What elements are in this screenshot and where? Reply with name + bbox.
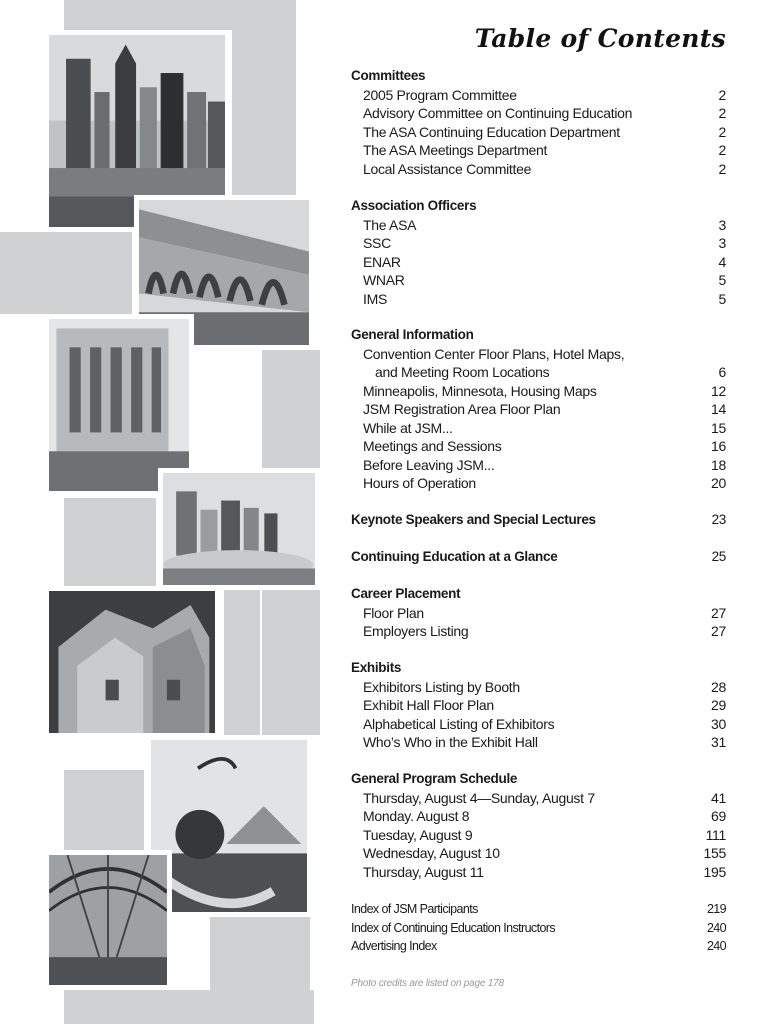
gray-panel	[224, 590, 260, 735]
gray-panel	[64, 770, 144, 850]
gray-panel	[64, 498, 156, 586]
section-keynote-speakers[interactable]: Keynote Speakers and Special Lectures 23	[351, 511, 726, 530]
gray-panel	[262, 350, 320, 468]
section-heading: Association Officers	[351, 198, 477, 213]
toc-entry[interactable]: Who’s Who in the Exhibit Hall 31	[363, 734, 726, 750]
section-career-placement	[351, 585, 726, 641]
toc-entry[interactable]: ENAR 4	[363, 253, 726, 270]
index-entry[interactable]: Advertising Index 240	[351, 939, 726, 953]
toc-entry[interactable]: JSM Registration Area Floor Plan 14	[363, 401, 726, 417]
toc-entry[interactable]: Floor Plan 27	[363, 604, 726, 621]
toc-entry[interactable]: While at JSM... 15	[363, 419, 726, 436]
toc-entry[interactable]: The ASA Meetings Department 2	[363, 142, 726, 158]
toc-entry[interactable]: Monday. August 8 69	[363, 808, 726, 824]
section-association-officers	[351, 197, 726, 308]
section-general-information	[351, 326, 726, 493]
toc-entry[interactable]: Thursday, August 11 195	[363, 863, 726, 880]
section-indexes	[351, 900, 726, 956]
section-heading: Exhibits	[351, 660, 402, 675]
toc-entry[interactable]: Advisory Committee on Continuing Education 2	[363, 105, 726, 121]
toc-entry[interactable]: Hours of Operation 20	[363, 475, 726, 491]
toc-entry[interactable]: Before Leaving JSM... 18	[363, 456, 726, 473]
toc-entry[interactable]: SSC 3	[363, 235, 726, 251]
weisman-museum-photo	[44, 586, 220, 738]
section-heading: General Information	[351, 327, 474, 342]
toc-entry[interactable]: 2005 Program Committee 2	[363, 86, 726, 103]
page-title: Table of Contents	[474, 24, 726, 53]
gray-panel	[64, 0, 296, 30]
gray-panel	[232, 30, 296, 195]
toc-entry[interactable]: Exhibit Hall Floor Plan 29	[363, 697, 726, 713]
section-heading: Committees	[351, 68, 426, 83]
toc-entry[interactable]: Employers Listing 27	[363, 623, 726, 639]
gray-panel	[0, 232, 132, 314]
toc-entry[interactable]: Convention Center Floor Plans, Hotel Maps,	[363, 345, 625, 362]
index-entry[interactable]: Index of JSM Participants 219	[351, 902, 726, 916]
photo-credit: Photo credits are listed on page 178	[351, 978, 504, 989]
gray-panel	[64, 990, 314, 1024]
glass-atrium-photo	[44, 850, 172, 990]
toc-entry[interactable]: Wednesday, August 10 155	[363, 845, 726, 861]
downtown-dome-photo	[158, 468, 320, 590]
toc-entry[interactable]: Meetings and Sessions 16	[363, 438, 726, 454]
index-entry[interactable]: Index of Continuing Education Instructors 240	[351, 920, 726, 935]
toc-entry[interactable]: Tuesday, August 9 111	[363, 826, 726, 843]
section-heading: Keynote Speakers and Special Lectures	[351, 512, 596, 527]
toc-entry[interactable]: WNAR 5	[363, 272, 726, 288]
section-exhibits	[351, 659, 726, 752]
section-committees	[351, 67, 726, 178]
toc-entry[interactable]: Local Assistance Committee 2	[363, 160, 726, 177]
toc-entry[interactable]: Minneapolis, Minnesota, Housing Maps 12	[363, 382, 726, 399]
toc-entry[interactable]: Thursday, August 4—Sunday, August 7 41	[363, 789, 726, 806]
section-heading: General Program Schedule	[351, 771, 518, 786]
toc-entry[interactable]: and Meeting Room Locations 6	[375, 364, 726, 380]
section-continuing-education[interactable]: Continuing Education at a Glance 25	[351, 548, 726, 567]
toc-entry[interactable]: The ASA 3	[363, 216, 726, 233]
section-general-program-schedule	[351, 770, 726, 881]
gray-panel	[262, 590, 320, 735]
section-heading: Continuing Education at a Glance	[351, 549, 558, 564]
toc-entry[interactable]: Exhibitors Listing by Booth 28	[363, 678, 726, 695]
section-heading: Career Placement	[351, 586, 461, 601]
photo-collage	[0, 0, 320, 1024]
toc-entry[interactable]: The ASA Continuing Education Department 2	[363, 123, 726, 140]
toc-entry[interactable]: Alphabetical Listing of Exhibitors 30	[363, 715, 726, 732]
toc-entry[interactable]: IMS 5	[363, 290, 726, 307]
